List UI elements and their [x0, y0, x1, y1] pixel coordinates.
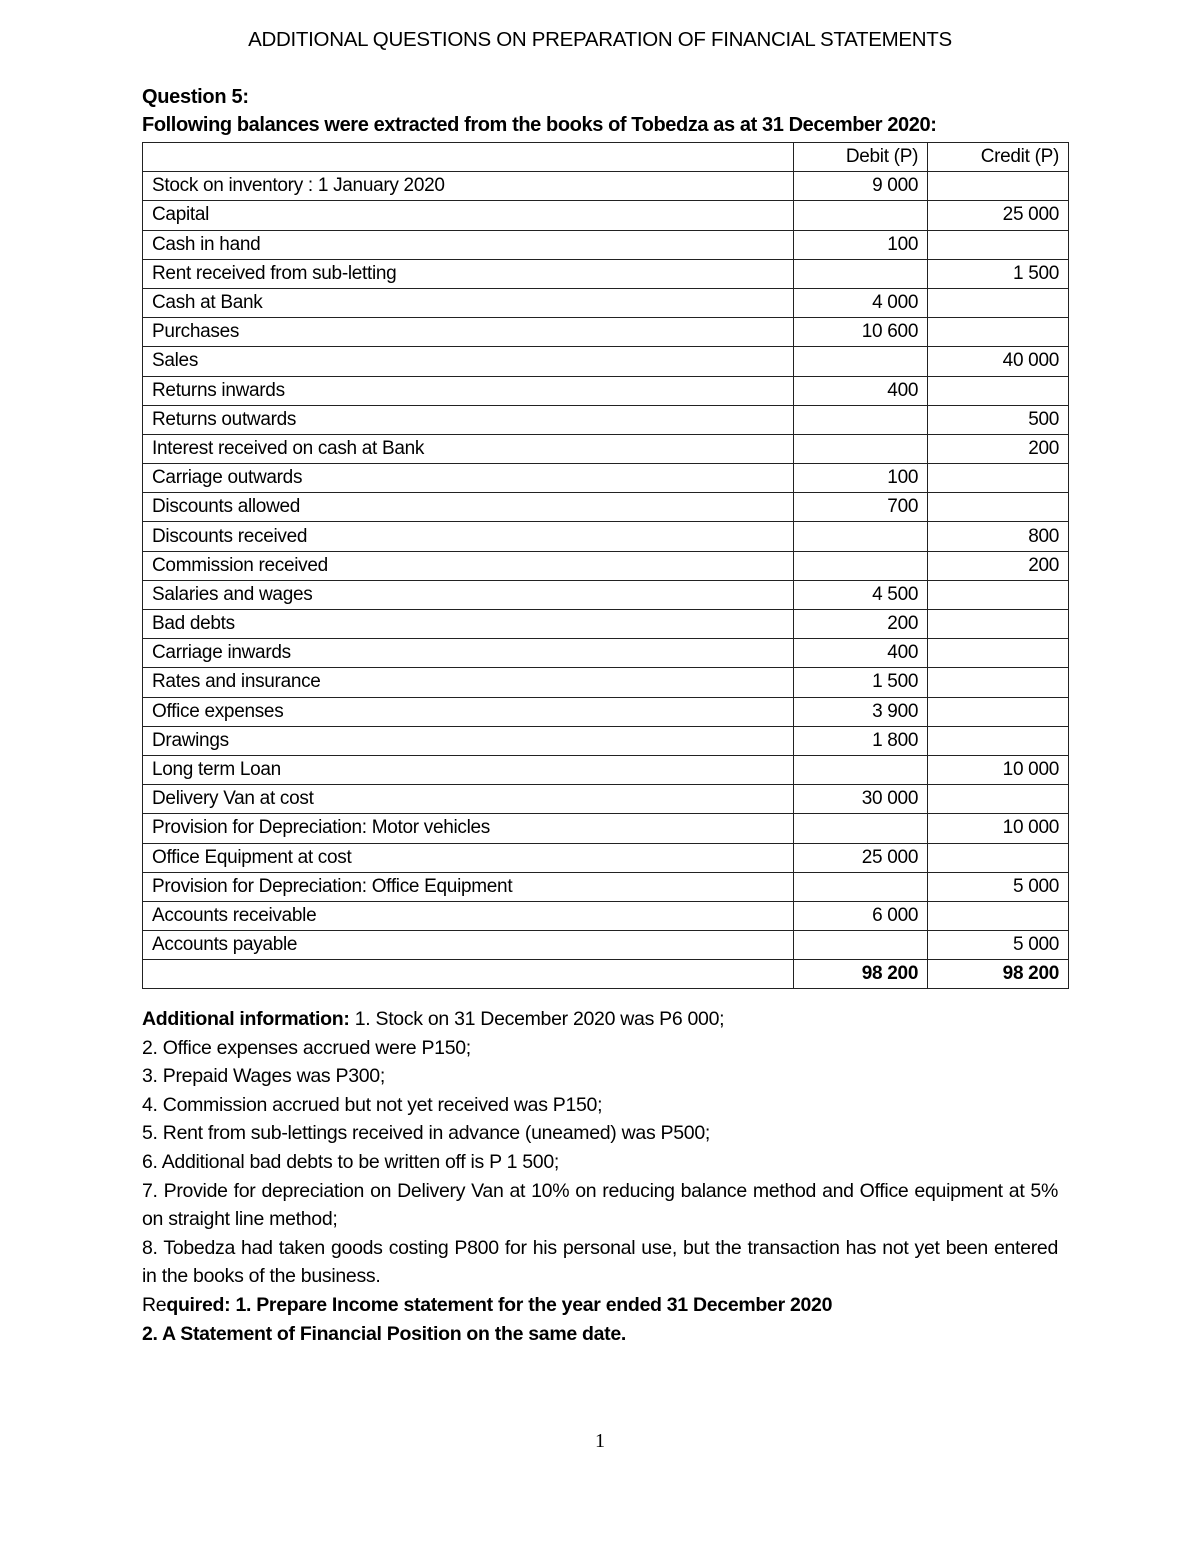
total-debit-cell: 98 200 [794, 960, 928, 989]
credit-cell: 40 000 [928, 347, 1069, 376]
credit-cell [928, 901, 1069, 930]
account-cell: Long term Loan [143, 755, 794, 784]
total-credit-cell: 98 200 [928, 960, 1069, 989]
account-cell: Cash in hand [143, 230, 794, 259]
debit-cell [794, 405, 928, 434]
account-cell: Returns outwards [143, 405, 794, 434]
account-cell: Provision for Depreciation: Motor vehicles [143, 814, 794, 843]
credit-cell: 1 500 [928, 259, 1069, 288]
totals-label-cell [143, 960, 794, 989]
additional-info-line [142, 1005, 1058, 1034]
account-cell: Stock on inventory : 1 January 2020 [143, 172, 794, 201]
table-row [143, 318, 1069, 347]
required-line [142, 1291, 1058, 1320]
page-number: 1 [595, 1430, 605, 1452]
debit-cell [794, 259, 928, 288]
additional-info-item: 2. Office expenses accrued were P150; [142, 1036, 471, 1059]
credit-cell [928, 726, 1069, 755]
additional-info-label: Additional information: [142, 1008, 350, 1030]
table-row [143, 347, 1069, 376]
debit-cell [794, 814, 928, 843]
table-row [143, 639, 1069, 668]
table-row [143, 697, 1069, 726]
header-account [143, 143, 794, 172]
header-credit: Credit (P) [928, 143, 1069, 172]
debit-cell: 1 500 [794, 668, 928, 697]
additional-info-item: 7. Provide for depreciation on Delivery Van at 10% on reducing balance method and Office equipment at 5% on straight line method; [142, 1179, 1058, 1231]
additional-info-item: 6. Additional bad debts to be written off is P 1 500; [142, 1150, 560, 1173]
debit-cell [794, 522, 928, 551]
account-cell: Drawings [143, 726, 794, 755]
additional-info-item: 3. Prepaid Wages was P300; [142, 1065, 385, 1088]
totals-row [143, 960, 1069, 989]
table-row [143, 376, 1069, 405]
credit-cell: 10 000 [928, 755, 1069, 784]
account-cell: Provision for Depreciation: Office Equipment [143, 872, 794, 901]
debit-cell: 200 [794, 610, 928, 639]
account-cell: Office Equipment at cost [143, 843, 794, 872]
account-cell: Accounts payable [143, 931, 794, 960]
table-row [143, 288, 1069, 317]
account-cell: Rates and insurance [143, 668, 794, 697]
additional-info-item: 8. Tobedza had taken goods costing P800 for his personal use, but the transaction has not yet been entered in the books of the business. [142, 1236, 1058, 1288]
debit-cell: 25 000 [794, 843, 928, 872]
account-cell: Salaries and wages [143, 580, 794, 609]
debit-cell [794, 755, 928, 784]
account-cell: Returns inwards [143, 376, 794, 405]
credit-cell: 25 000 [928, 201, 1069, 230]
table-row [143, 172, 1069, 201]
table-row [143, 493, 1069, 522]
credit-cell [928, 493, 1069, 522]
table-row [143, 726, 1069, 755]
account-cell: Office expenses [143, 697, 794, 726]
credit-cell [928, 580, 1069, 609]
credit-cell [928, 697, 1069, 726]
table-row [143, 901, 1069, 930]
credit-cell: 500 [928, 405, 1069, 434]
debit-cell [794, 434, 928, 463]
table-row [143, 580, 1069, 609]
account-cell: Delivery Van at cost [143, 785, 794, 814]
account-cell: Discounts received [143, 522, 794, 551]
required-label-bold: quired: [166, 1293, 236, 1316]
required-item: 1. Prepare Income statement for the year ended 31 December 2020 [235, 1293, 833, 1316]
debit-cell: 10 600 [794, 318, 928, 347]
debit-cell: 100 [794, 230, 928, 259]
credit-cell: 10 000 [928, 814, 1069, 843]
table-row [143, 522, 1069, 551]
page-title: ADDITIONAL QUESTIONS ON PREPARATION OF FINANCIAL STATEMENTS [248, 28, 952, 51]
account-cell: Rent received from sub-letting [143, 259, 794, 288]
account-cell: Accounts receivable [143, 901, 794, 930]
credit-cell [928, 172, 1069, 201]
account-cell: Carriage inwards [143, 639, 794, 668]
table-header-row [143, 143, 1069, 172]
debit-cell: 1 800 [794, 726, 928, 755]
required-label-light: Re [142, 1293, 167, 1316]
table-row [143, 551, 1069, 580]
credit-cell [928, 610, 1069, 639]
debit-cell: 9 000 [794, 172, 928, 201]
credit-cell [928, 464, 1069, 493]
account-cell: Purchases [143, 318, 794, 347]
question-intro: Following balances were extracted from the books of Tobedza as at 31 December 2020: [142, 114, 937, 136]
account-cell: Interest received on cash at Bank [143, 434, 794, 463]
debit-cell [794, 201, 928, 230]
account-cell: Bad debts [143, 610, 794, 639]
table-row [143, 785, 1069, 814]
additional-info-item: 5. Rent from sub-lettings received in advance (uneamed) was P500; [142, 1122, 710, 1145]
debit-cell: 3 900 [794, 697, 928, 726]
debit-cell [794, 931, 928, 960]
account-cell: Carriage outwards [143, 464, 794, 493]
table-row [143, 259, 1069, 288]
table-row [143, 814, 1069, 843]
table-row [143, 230, 1069, 259]
table-row [143, 755, 1069, 784]
required-item: 2. A Statement of Financial Position on the same date. [142, 1322, 627, 1345]
table-row [143, 405, 1069, 434]
credit-cell: 5 000 [928, 931, 1069, 960]
debit-cell: 6 000 [794, 901, 928, 930]
credit-cell: 200 [928, 551, 1069, 580]
table-row [143, 610, 1069, 639]
debit-cell: 700 [794, 493, 928, 522]
table-row [143, 668, 1069, 697]
debit-cell: 4 500 [794, 580, 928, 609]
credit-cell [928, 376, 1069, 405]
credit-cell [928, 785, 1069, 814]
trial-balance-table [142, 142, 1069, 989]
credit-cell [928, 230, 1069, 259]
table-row [143, 464, 1069, 493]
credit-cell [928, 288, 1069, 317]
question-heading: Question 5: [142, 86, 249, 108]
additional-info-item: 1. Stock on 31 December 2020 was P6 000; [354, 1008, 725, 1030]
account-cell: Cash at Bank [143, 288, 794, 317]
debit-cell: 30 000 [794, 785, 928, 814]
account-cell: Capital [143, 201, 794, 230]
debit-cell [794, 872, 928, 901]
additional-information [142, 1005, 1058, 1348]
table-row [143, 872, 1069, 901]
table-row [143, 843, 1069, 872]
credit-cell: 800 [928, 522, 1069, 551]
debit-cell: 400 [794, 639, 928, 668]
table-row [143, 931, 1069, 960]
header-debit: Debit (P) [794, 143, 928, 172]
credit-cell [928, 639, 1069, 668]
debit-cell [794, 347, 928, 376]
table-row [143, 434, 1069, 463]
credit-cell: 200 [928, 434, 1069, 463]
credit-cell [928, 668, 1069, 697]
credit-cell: 5 000 [928, 872, 1069, 901]
credit-cell [928, 318, 1069, 347]
credit-cell [928, 843, 1069, 872]
table-row [143, 201, 1069, 230]
debit-cell [794, 551, 928, 580]
account-cell: Discounts allowed [143, 493, 794, 522]
account-cell: Sales [143, 347, 794, 376]
debit-cell: 4 000 [794, 288, 928, 317]
account-cell: Commission received [143, 551, 794, 580]
debit-cell: 100 [794, 464, 928, 493]
debit-cell: 400 [794, 376, 928, 405]
additional-info-item: 4. Commission accrued but not yet received was P150; [142, 1093, 603, 1116]
